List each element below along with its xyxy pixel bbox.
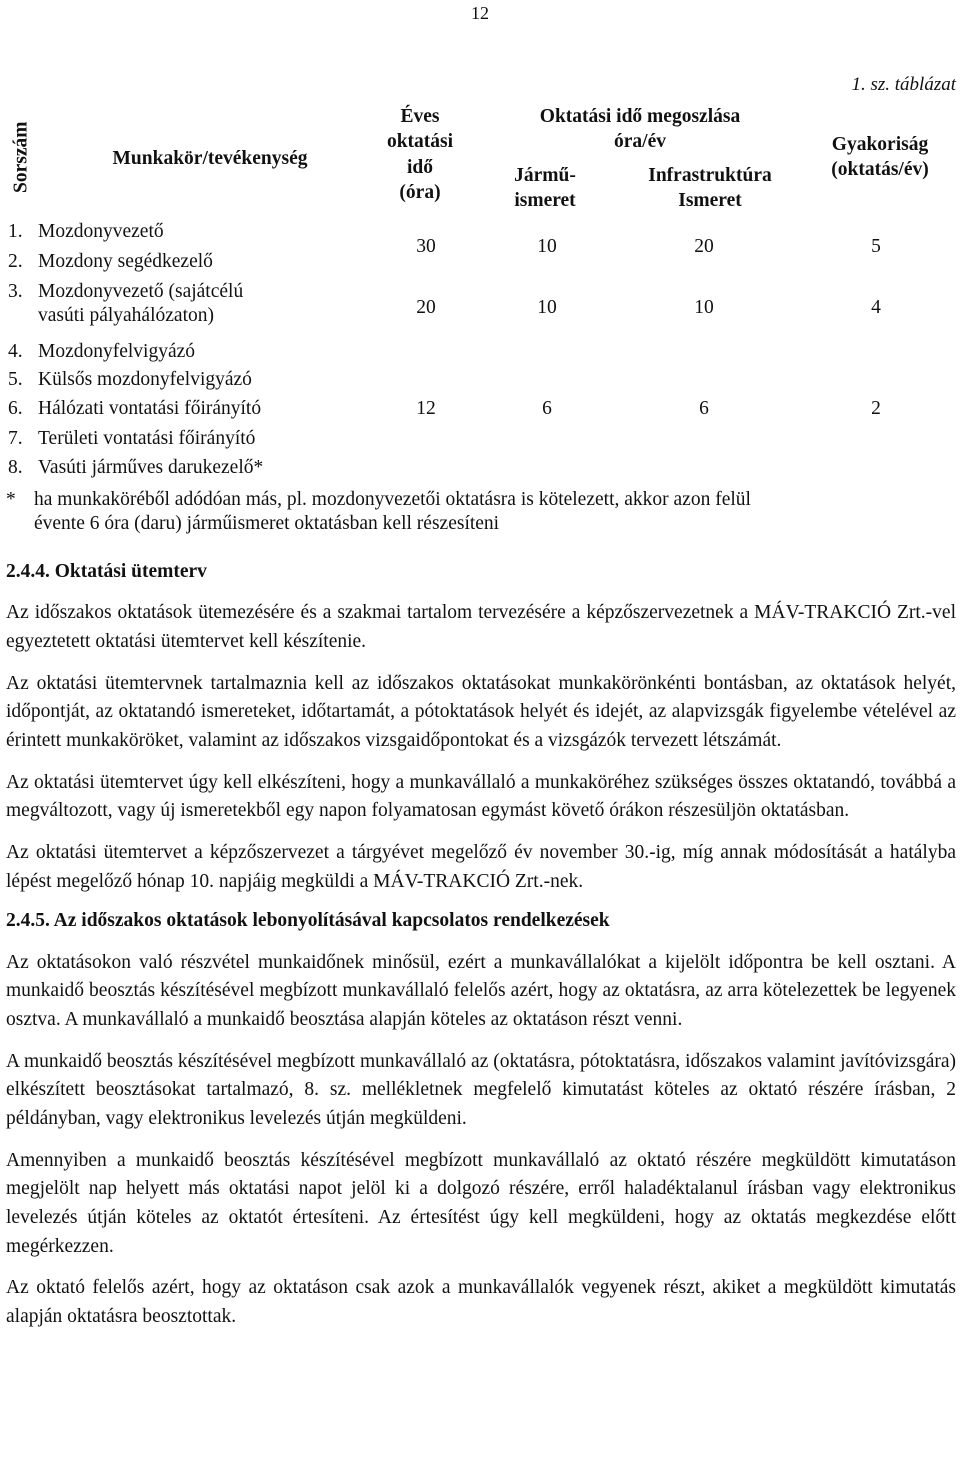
- header-sorszam: Sorszám: [10, 121, 32, 193]
- table-row: 6. Hálózati vontatási főirányító: [8, 398, 262, 419]
- value-jarmuismeret: 10: [537, 297, 557, 318]
- paragraph: Az oktatási ütemtervet úgy kell elkészíteni, hogy a munkavállaló a munkaköréhez szükséges összes oktatandó, továbbá a megváltozott, vagy új ismeretekből egy napon folyamatosan egymást követő órákon részesüljön oktatásban.: [6, 771, 956, 822]
- table-row: 1. Mozdonyvezető: [8, 221, 164, 242]
- paragraph: A munkaidő beosztás készítésével megbízott munkavállaló az (oktatásra, pótoktatásra, időszakos valamint javítóvizsgára) elkészített beosztásokat tartalmazó, 8. sz. mellékletnek megfelelő kimutatást köteles az oktató részére írásban, 2 példányban, vagy elektronikus levelezés útján megküldeni.: [6, 1050, 956, 1129]
- section-heading-245: 2.4.5. Az időszakos oktatások lebonyolításával kapcsolatos rendelkezések: [6, 910, 610, 932]
- header-eves: Éves oktatási idő (óra): [386, 106, 454, 204]
- paragraph: Az időszakos oktatások ütemezésére és a szakmai tartalom tervezésére a képzőszervezetnek a MÁV-TRAKCIÓ Zrt.-vel egyeztetett oktatási ütemtervet kell készítenie.: [6, 602, 956, 653]
- value-infrastruktura: 10: [694, 297, 714, 318]
- table-row: 8. Vasúti járműves darukezelő*: [8, 457, 264, 478]
- value-eves: 12: [416, 398, 436, 419]
- paragraph: Az oktatási ütemtervnek tartalmaznia kell az időszakos oktatásokat munkakörönkénti bontásban, az oktatások helyét, időpontját, az oktatandó ismereteket, időtartamát, a pótoktatások helyét és idejét, az alapvizsgák figyelembe vételével az érintett munkaköröket, valamint az időszakos vizsgaidőpontokat és a vizsgázók tervezett létszámát.: [6, 672, 956, 751]
- value-jarmuismeret: 10: [537, 236, 557, 257]
- header-gyakorisag: Gyakoriság (oktatás/év): [831, 134, 929, 181]
- section-heading-244: 2.4.4. Oktatási ütemterv: [6, 561, 207, 582]
- value-jarmuismeret: 6: [542, 398, 552, 419]
- paragraph: Az oktató felelős azért, hogy az oktatáson csak azok a munkavállalók vegyenek részt, akiket a megküldött kimutatás alapján oktatásra beosztottak.: [6, 1277, 956, 1327]
- value-infrastruktura: 6: [699, 398, 709, 419]
- value-eves: 30: [416, 236, 436, 257]
- value-gyakorisag: 4: [871, 297, 881, 318]
- header-infrastruktura: Infrastruktúra Ismeret: [648, 165, 772, 212]
- table-row: 4. Mozdonyfelvigyázó: [8, 341, 196, 362]
- value-eves: 20: [416, 297, 436, 318]
- header-jarmuismeret: Jármű- ismeret: [514, 165, 576, 212]
- paragraph: Amennyiben a munkaidő beosztás készítésével megbízott munkavállaló az oktató részére megküldött kimutatáson megjelölt nap helyett más oktatási napot jelöl ki a dolgozó részére, erről haladéktalanul írásban vagy elektronikus levelezés útján köteles az oktatót értesíteni. Az értesítést úgy kell megküldeni, hogy az oktatás megkezdése előtt megérkezzen.: [6, 1149, 956, 1257]
- header-megoszlas: Oktatási idő megoszlása óra/év: [539, 106, 741, 153]
- table-row: 5. Külsős mozdonyfelvigyázó: [8, 369, 252, 390]
- page-number: 12: [471, 3, 489, 23]
- table-row: 3. Mozdonyvezető (sajátcélú vasúti pályahálózaton): [8, 281, 244, 327]
- paragraph: Az oktatási ütemtervet a képzőszervezet a tárgyévet megelőző év november 30.-ig, míg annak módosítását a hatályba lépést megelőző hónap 10. napjáig megküldi a MÁV-TRAKCIÓ Zrt.-nek.: [6, 841, 956, 892]
- value-gyakorisag: 2: [871, 398, 881, 419]
- header-munkakor: Munkakör/tevékenység: [112, 148, 308, 169]
- table-footnote: * ha munkaköréből adódóan más, pl. mozdonyvezetői oktatásra is kötelezett, akkor azon felül évente 6 óra (daru) járműismeret oktatásban kell részesíteni: [6, 489, 751, 535]
- table-row: 2. Mozdony segédkezelő: [8, 251, 213, 272]
- value-gyakorisag: 5: [871, 236, 881, 257]
- table-label: 1. sz. táblázat: [851, 74, 956, 95]
- document-body: [6, 560, 956, 1345]
- table-row: 7. Területi vontatási főirányító: [8, 428, 256, 449]
- value-infrastruktura: 20: [694, 236, 714, 257]
- paragraph: Az oktatásokon való részvétel munkaidőnek minősül, ezért a munkavállalókat a kijelölt időpontra be kell osztani. A munkaidő beosztás készítésével megbízott munkavállaló felelős azért, hogy az oktatásra, az arra kötelezettek be legyenek osztva. A munkavállaló a munkaidő beosztása alapján köteles az oktatáson részt venni.: [6, 951, 956, 1030]
